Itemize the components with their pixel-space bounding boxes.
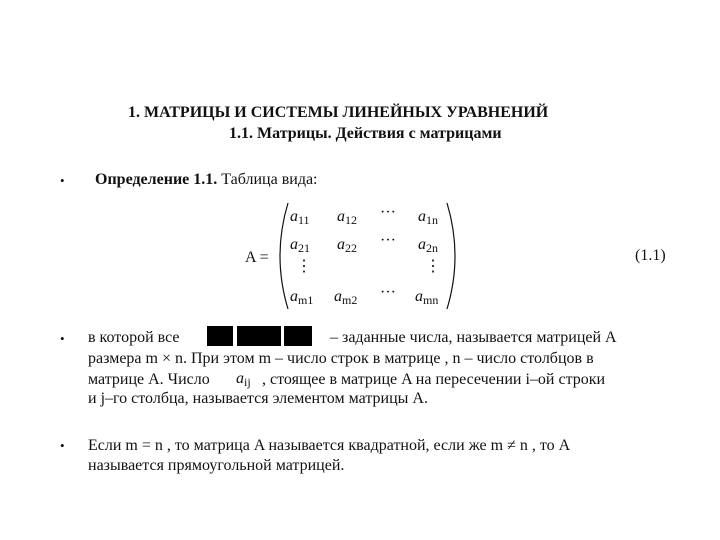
matrix-entry-a1n: $a_{1n}$	[418, 208, 438, 227]
definition-text: Таблица вида:	[217, 171, 318, 188]
matrix-entry-amn: $a_{mn}$	[415, 288, 439, 307]
para2-line1: Если m = n , то матрица A называется квадратной, если же m ≠ n , то A	[88, 437, 571, 454]
redaction-block	[237, 326, 281, 346]
bullet-marker: •	[60, 173, 65, 188]
matrix-entry-a21: $a_{21}$	[290, 236, 310, 255]
matrix-entry-am1: $a_{m1}$	[290, 288, 314, 307]
para1-line1-start: в которой все	[88, 329, 180, 346]
para1-line1-end: – заданные числа, называется матрицей A	[330, 329, 617, 346]
title-line-1: 1. МАТРИЦЫ И СИСТЕМЫ ЛИНЕЙНЫХ УРАВНЕНИЙ	[128, 104, 549, 121]
definition-label: Определение 1.1.	[95, 171, 218, 188]
bullet-marker: •	[60, 438, 65, 453]
element-aij: $a_{ij}$	[236, 370, 251, 389]
redaction-block	[207, 326, 233, 346]
redaction-block	[284, 326, 312, 346]
matrix-entry-a12: $a_{12}$	[337, 208, 357, 227]
matrix-hdots: ···	[380, 284, 396, 301]
matrix-hdots: ···	[380, 204, 396, 221]
matrix-vdots: ⋮	[425, 258, 441, 275]
bullet-marker: •	[60, 331, 65, 346]
matrix-hdots: ···	[380, 232, 396, 249]
matrix-lhs: A =	[245, 249, 269, 266]
matrix-entry-a22: $a_{22}$	[337, 236, 357, 255]
para1-line2: размера m × n. При этом m – число строк в матрице , n – число столбцов в	[88, 350, 594, 367]
equation-number: (1.1)	[635, 247, 666, 264]
matrix-vdots: ⋮	[296, 258, 312, 275]
para2-line2: называется прямоугольной матрицей.	[88, 457, 345, 474]
title-line-2: 1.1. Матрицы. Действия с матрицами	[229, 125, 502, 142]
matrix-entry-a2n: $a_{2n}$	[418, 236, 438, 255]
para1-line3-end: , стоящее в матрице A на пересечении i–ой строки	[262, 371, 606, 388]
matrix-entry-am2: $a_{m2}$	[334, 288, 358, 307]
para1-line4: и j–го столбца, называется элементом матрицы A.	[88, 390, 428, 407]
para1-line3-start: матрице A. Число	[88, 371, 210, 388]
matrix-entry-a11: $a_{11}$	[290, 208, 310, 227]
